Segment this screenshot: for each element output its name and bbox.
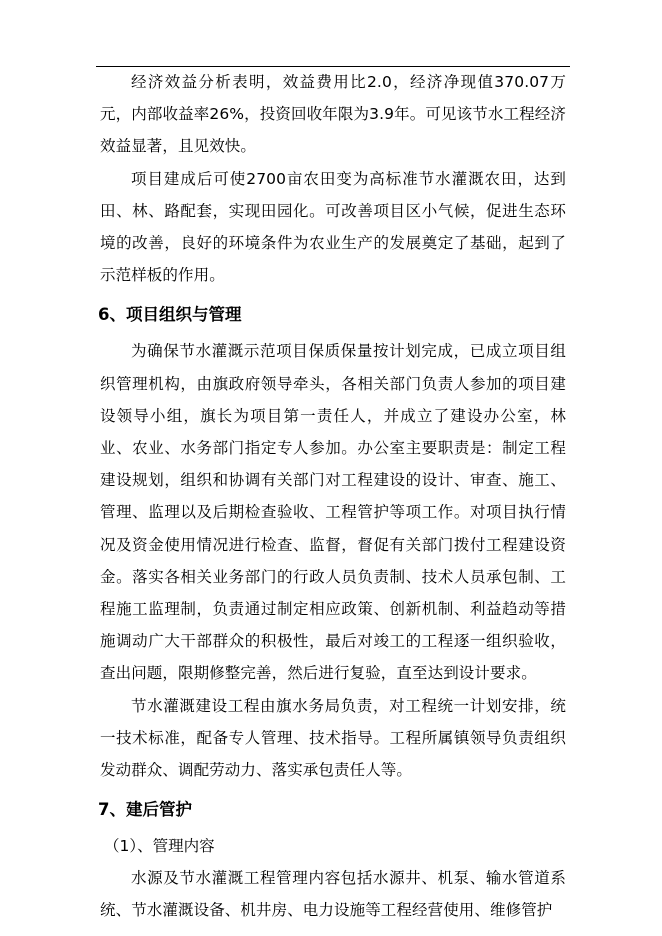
paragraph-water-bureau-responsibility: 节水灌溉建设工程由旗水务局负责，对工程统一计划安排，统一技术标准，配备专人管理、技术指导。工程所属镇领导负责组织发动群众、调配劳动力、落实承包责任人等。 xyxy=(100,696,566,780)
paragraph-management-content: 水源及节水灌溉工程管理内容包括水源井、机泵、输水管道系统、节水灌溉设备、机井房、电力设施等工程经营使用、维修管护 xyxy=(100,869,566,920)
paragraph-organization-structure: 为确保节水灌溉示范项目保质保量按计划完成，已成立项目组织管理机构，由旗政府领导牵头，各相关部门负责人参加的项目建设领导小组，旗长为项目第一责任人，并成立了建设办公室，林业、农业、水务部门指定专人参加。办公室主要职责是：制定工程建设规划，组织和协调有关部门对工程建设的设计、审查、施工、管理、监理以及后期检查验收、工程管护等项工作。对项目执行情况及资金使用情况进行检查、监督，督促有关部门拨付工程建设资金。落实各相关业务部门的行政人员负责制、技术人员承包制、工程施工监理制，负责通过制定相应政策、创新机制、利益趋动等措施调动广大干部群众的积极性，最后对竣工的工程逐一组织验收，查出问题，限期修整完善，然后进行复验，直至达到设计要求。 xyxy=(100,342,566,683)
document-body xyxy=(100,66,566,927)
paragraph-ecological-benefit: 项目建成后可使2700亩农田变为高标准节水灌溉农田，达到田、林、路配套，实现田园化。可改善项目区小气候，促进生态环境的改善，良好的环境条件为农业生产的发展奠定了基础，起到了示范样板的作用。 xyxy=(100,169,566,285)
section-heading-post-construction: 7、建后管护 xyxy=(98,800,192,820)
subsection-heading-management-content: （1）、管理内容 xyxy=(104,837,215,856)
section-heading-project-organization: 6、项目组织与管理 xyxy=(98,305,242,325)
paragraph-economic-benefit: 经济效益分析表明，效益费用比2.0，经济净现值370.07万元，内部收益率26%，投资回收年限为3.9年。可见该节水工程经济效益显著，且见效快。 xyxy=(100,73,566,156)
